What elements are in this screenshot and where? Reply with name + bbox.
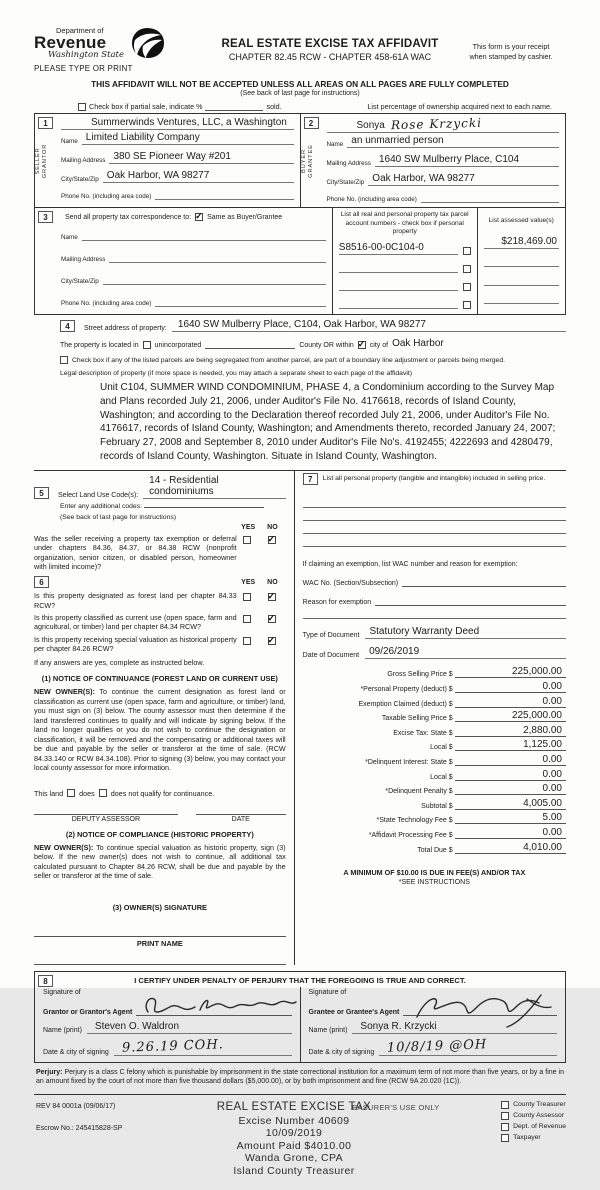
s5-no-checkbox [268, 536, 276, 544]
certify-statement: I CERTIFY UNDER PENALTY OF PERJURY THAT THE FOREGOING IS TRUE AND CORRECT. [134, 975, 466, 985]
section8-signatures [34, 971, 566, 1063]
excise-tax-state: 2,880.00 [455, 725, 566, 737]
affidavit-processing-fee: 0.00 [455, 827, 566, 839]
same-as-buyer-label: Same as Buyer/Grantee [207, 213, 283, 221]
taxpayer-checkbox [501, 1134, 509, 1142]
segregated-checkbox [60, 356, 68, 364]
q2-yes-checkbox [243, 615, 251, 623]
seller-mailing-value: 380 SE Pioneer Way #201 [109, 151, 293, 164]
seller-mailing-label: Mailing Address [61, 157, 106, 165]
total-due: 4,010.00 [455, 842, 566, 854]
assessed-line-4 [484, 292, 559, 305]
stamp-excise-number: Excise Number 40609 [238, 1114, 350, 1127]
section2-number: 2 [304, 117, 319, 129]
parcel-personal-checkbox-4 [463, 301, 471, 309]
section4-number: 4 [60, 320, 75, 332]
delinquent-interest-state: 0.00 [455, 754, 566, 766]
s3-mailing-value [109, 252, 325, 263]
unincorporated-label: unincorporated [154, 342, 202, 349]
buyer-name-handwritten: Rose Krzycki [390, 116, 482, 133]
seller-citystatezip-value: Oak Harbor, WA 98277 [103, 170, 294, 183]
seller-citystatezip-label: City/State/Zip [61, 176, 99, 184]
section7-column [295, 471, 566, 965]
wac-no-value [402, 577, 566, 587]
parcel-column-header: List all real and personal property tax parcel account numbers - check box if personal property [340, 211, 469, 235]
assessed-value: $218,469.00 [484, 236, 559, 249]
s3-name-value [82, 230, 326, 241]
legal-description-label: Legal description of property (if more space is needed, you may attach a separate sheet to each page of the affidavit) [60, 370, 413, 377]
grantee-signature [403, 996, 557, 1016]
s5-yes-checkbox [243, 536, 251, 544]
buyer-name-label: Name [326, 141, 344, 149]
q2-no-checkbox [268, 615, 276, 623]
owners-signature-line [34, 936, 286, 937]
exemption-claim-label: If claiming an exemption, list WAC number and reason for exemption: [302, 560, 518, 568]
land-use-label: Select Land Use Code(s): [58, 491, 139, 499]
agency-name: Revenue [34, 33, 107, 52]
personal-property-header: List all personal property (tangible and intangible) included in selling price. [322, 475, 546, 483]
section5-question: Was the seller receiving a property tax exemption or deferral under chapters 84.36, 84.37, or 84.38 RCW (nonprofit organization, senior citizen, or disabled person, homeowner with limited income)? [34, 533, 237, 571]
buyer-phone-value [421, 192, 559, 203]
personal-property-line-4 [303, 534, 566, 547]
county-or-label: County OR within [299, 342, 354, 349]
buyer-role-label: BUYER GRANTEE [300, 143, 314, 178]
type-of-document-value: Statutory Warranty Deed [365, 626, 566, 639]
segregated-label: Check box if any of the listed parcels are being segregated from another parcel, are part of a boundary line adjustment or parcels being merged. [72, 356, 505, 364]
buyer-mailing-label: Mailing Address [326, 160, 371, 168]
legal-description-text: Unit C104, SUMMER WIND CONDOMINIUM, PHASE 4, a Condominium according to the Survey Map and Plans recorded July 21, 2006, under Auditor's File No. 4176618, records of Island County, Washington; and according to the Declaration thereof recorded July 21, 2006, under Auditor's File No. 4176617, records of Island County, Washington; and Amendments thereto, recorded January 24, 2007; February 27, 2008 and September 8, 2010 under Auditor's File No's. 4192455; 4222693 and 4280479, records of Island County, Washington. Situate in Island County, Washington. [100, 382, 556, 462]
parcel-line-4 [339, 297, 458, 309]
additional-codes-label: Enter any additional codes: [60, 503, 286, 510]
seller-name-line2: Limited Liability Company [82, 132, 294, 145]
date-of-document-label: Date of Document [302, 651, 360, 659]
parcel-line-3 [339, 279, 458, 291]
see-back-note: (See back of last page for instructions) [60, 513, 176, 521]
personal-property-deduct: 0.00 [455, 681, 566, 693]
dor-logo-block [34, 26, 204, 73]
historic-property-question: Is this property receiving special valuation as historical property per chapter 84.26 RCW? [34, 634, 237, 654]
treasurer-use-only-label: EASURER'S USE ONLY [352, 1102, 440, 1112]
delinquent-penalty: 0.00 [455, 783, 566, 795]
buyer-name-typed: Sonya [356, 120, 385, 132]
escrow-number: Escrow No.: 245415828-SP [36, 1124, 123, 1132]
section5-number: 5 [34, 487, 49, 499]
no-header: NO [267, 523, 278, 531]
land-use-value: 14 - Residential condominiums [143, 475, 286, 499]
grantor-signature-stroke [140, 991, 300, 1021]
page-footer [34, 1094, 566, 1190]
warning-subnote: (See back of last page for instructions) [240, 90, 360, 98]
personal-property-line-1 [303, 495, 566, 508]
s3-phone-label: Phone No. (including area code) [61, 300, 152, 308]
land-does-checkbox [67, 789, 75, 797]
notice1-body: NEW OWNER(S): To continue the current designation as forest land or classification as current use (open space, farm and agriculture, or timber) land, you must sign on (3) below. The county assessor must then determine if the land transferred continues to qualify and will indicate by signing below. If the land no longer qualifies or you do not wish to continue the designation or classification, it will be removed and the compensating or additional taxes will be due and payable by the seller or transferor at the time of sale. (RCW 84.33.140 or RCW 84.34.108). Prior to signing (3) below, you may contact your local county assessor for more information. [34, 687, 286, 773]
personal-property-line-3 [303, 521, 566, 534]
section7-number: 7 [303, 473, 318, 485]
assessed-column-header: List assessed value(s) [488, 217, 554, 225]
county-assessor-checkbox [501, 1112, 509, 1120]
grantee-date-city-label: Date & city of signing [308, 1048, 375, 1056]
date-of-document-value: 09/26/2019 [365, 646, 566, 659]
assessor-date-line: DATE [196, 814, 286, 823]
notice2-body: NEW OWNER(S): To continue special valuation as historic property, sign (3) below. If the new owner(s) does not wish to continue, all additional tax calculated pursuant to Chapter 84.26 RCW, shall be due and payable by the seller or transferor at the time of sale. [34, 842, 286, 881]
warning-banner: THIS AFFIDAVIT WILL NOT BE ACCEPTED UNLESS ALL AREAS ON ALL PAGES ARE FULLY COMPLETED [91, 79, 509, 90]
seller-name-line1: Summerwinds Ventures, LLC, a Washington [91, 117, 287, 129]
q3-no-checkbox [268, 637, 276, 645]
receipt-note: This form is your receipt when stamped by cashier. [469, 42, 553, 61]
parcel-personal-checkbox-1 [463, 247, 471, 255]
buyer-citystatezip-value: Oak Harbor, WA 98277 [368, 173, 559, 186]
city-of-label: city of [369, 342, 389, 349]
stamp-cashier-name: Wanda Grone, CPA [244, 1152, 344, 1165]
seller-role-label: SELLER GRANTOR [35, 143, 48, 179]
buyer-name-line2: an unmarried person [347, 135, 559, 148]
section3-tax-correspondence [34, 208, 566, 315]
s3-name-label: Name [61, 234, 78, 242]
partial-sale-checkbox [78, 103, 86, 111]
s3-phone-value [155, 296, 325, 307]
excise-tax-local: 1,125.00 [455, 739, 566, 751]
page-title: REAL ESTATE EXCISE TAX AFFIDAVIT [221, 38, 439, 50]
seller-phone-label: Phone No. (including area code) [61, 193, 152, 201]
yes-header: YES [241, 523, 256, 531]
grantor-signature [136, 996, 291, 1016]
grantor-signature-block [35, 987, 300, 1062]
dor-swirl-icon [127, 26, 167, 60]
print-name-line [34, 964, 286, 965]
parcel-personal-checkbox-2 [463, 265, 471, 273]
stamp-amount-paid: Amount Paid $4010.00 [236, 1139, 352, 1152]
fee-table: Gross Selling Price $ 225,000.00 *Personal Property (deduct) $ 0.00 Exemption Claimed (deduct) $ 0.00 Taxable Selling Price $ 225,000.00 Excise Tax: State $ 2,880.00 Local $ 1,125.00 *Delinquent Interest: State $ 0.00 Local $ 0.00 *Delinquent Penalty $ 0.00 Subtotal $ 4,005.00 *State Technology Fee $ 5.00 *Affidavit Processing Fee $ 0.00 Total Due $ 4,010.00 [303, 664, 566, 854]
section6-number: 6 [34, 576, 49, 588]
please-type-label: PLEASE TYPE OR PRINT [34, 64, 133, 74]
s3-mailing-label: Mailing Address [61, 256, 106, 264]
state-label: Washington State [48, 50, 124, 61]
buyer-mailing-value: 1640 SW Mulberry Place, C104 [375, 154, 559, 167]
reason-line-2 [303, 606, 566, 619]
reason-exemption-value [375, 596, 566, 606]
q1-no-checkbox [268, 593, 276, 601]
county-treasurer-checkbox [501, 1101, 509, 1109]
see-instructions-note: *SEE INSTRUCTIONS [398, 878, 470, 886]
dept-of-revenue-checkbox [501, 1123, 509, 1131]
perjury-statement: Perjury: Perjury is a class C felony which is punishable by imprisonment in the state correctional institution for a maximum term of not more than five years, or by a fine in an amount fixed by the court of not more than five thousand dollars ($5,000.00), or by both imprisonment and fine (RCW 9A 20.020 (1C)). [36, 1068, 564, 1086]
grantor-sig-label1: Signature of [43, 988, 81, 996]
buyer-citystatezip-label: City/State/Zip [326, 179, 365, 187]
delinquent-interest-local: 0.00 [455, 769, 566, 781]
notice1-title: (1) NOTICE OF CONTINUANCE (FOREST LAND OR CURRENT USE) [41, 674, 278, 684]
grantee-sig-label1: Signature of [308, 988, 347, 996]
if-yes-note: If any answers are yes, complete as instructed below. [34, 658, 205, 668]
grantor-name-print-value: Steven O. Waldron [87, 1021, 292, 1034]
partial-sale-row [34, 102, 566, 113]
q3-yes-checkbox [243, 637, 251, 645]
print-name-label: PRINT NAME [136, 938, 183, 948]
street-address-label: Street address of property: [84, 325, 167, 332]
wac-no-label: WAC No. (Section/Subsection) [302, 579, 399, 587]
stamp-date: 10/09/2019 [265, 1127, 323, 1140]
owners-signature-label: (3) OWNER(S) SIGNATURE [112, 902, 207, 912]
stamp-treasurer-title: Island County Treasurer [233, 1164, 355, 1177]
grantee-name-print-label: Name (print) [308, 1026, 348, 1034]
dept-of-label: Department of [56, 26, 104, 35]
state-technology-fee: 5.00 [455, 812, 566, 824]
stamp-title: REAL ESTATE EXCISE TAX [216, 1100, 372, 1113]
section3-number: 3 [38, 211, 53, 223]
grantee-date-city-value: 10/8/19 @OH [387, 1037, 488, 1056]
grantor-name-print-label: Name (print) [43, 1026, 82, 1034]
city-of-value: Oak Harbor [392, 338, 444, 349]
grantor-date-city-label: Date & city of signing [43, 1048, 109, 1056]
assessed-line-2 [484, 255, 559, 268]
correspondence-label: Send all property tax correspondence to: [65, 213, 192, 221]
county-blank-line [205, 348, 295, 349]
parcel-line-2 [339, 261, 458, 273]
personal-property-line-2 [303, 508, 566, 521]
deputy-assessor-line: DEPUTY ASSESSOR [34, 814, 178, 823]
buyer-phone-label: Phone No. (including area code) [326, 196, 417, 204]
same-as-buyer-checkbox [195, 213, 203, 221]
reason-exemption-label: Reason for exemption [302, 598, 372, 606]
current-use-question: Is this property classified as current use (open space, farm and agricultural, or timber) land per chapter 84.34 RCW? [34, 612, 237, 632]
assessed-line-3 [484, 273, 559, 286]
minimum-fee-note: A MINIMUM OF $10.00 IS DUE IN FEE(S) AND/OR TAX [343, 867, 526, 877]
section4-property [34, 319, 566, 464]
page-subtitle: CHAPTER 82.45 RCW - CHAPTER 458-61A WAC [228, 52, 432, 62]
grantee-sig-label2: Grantee or Grantee's Agent [308, 1008, 400, 1016]
seller-phone-value [155, 189, 293, 200]
forest-land-question: Is this property designated as forest land per chapter 84.33 RCW? [34, 591, 237, 610]
grantor-date-city-value: 9.26.19 COH. [121, 1037, 224, 1056]
parcel-personal-checkbox-3 [463, 283, 471, 291]
subtotal: 4,005.00 [455, 798, 566, 810]
parties-section [34, 113, 566, 208]
city-of-checkbox [358, 341, 366, 349]
partial-sale-label: Check box if partial sale, indicate % [89, 102, 203, 112]
page-header [34, 26, 566, 73]
notice2-title: (2) NOTICE OF COMPLIANCE (HISTORIC PROPERTY) [65, 829, 254, 839]
grantee-signature-stroke [407, 993, 557, 1027]
qualify-row: This land does does not qualify for continuance. [34, 788, 215, 798]
additional-codes-line [144, 507, 264, 508]
s3-citystatezip-value [103, 274, 326, 285]
section8-number: 8 [38, 975, 53, 987]
treasurer-stamp [164, 1101, 424, 1178]
gross-selling-price: 225,000.00 [455, 666, 566, 678]
form-revision-number: REV 84 0001a (09/06/17) [36, 1102, 116, 1110]
exemption-claimed-deduct: 0.00 [455, 696, 566, 708]
seller-box [35, 114, 300, 207]
grantor-sig-label2: Grantor or Grantor's Agent [43, 1008, 133, 1016]
land-does-not-checkbox [99, 789, 107, 797]
percent-line [205, 110, 263, 111]
q1-yes-checkbox [243, 593, 251, 601]
type-of-document-label: Type of Document [302, 631, 360, 639]
unincorporated-checkbox [143, 341, 151, 349]
section1-number: 1 [38, 117, 53, 129]
section5-6-column: 5 Select Land Use Code(s): 14 - Residential condominiums Enter any additional codes: (See back of last page for instructions) YES NO Was the seller receiving a property tax exemption or deferral under chapters 84.36, 84.37, or 84.38 RCW (nonprofit organization, senior citizen, or disabled person, homeowner with limited income)? ✓ 6 YES NO Is this property designated as forest land per chapter 84.33 RCW? ✓ Is this property classified as current use (open space, farm and agricultural, or timber) land per chapter 84.34 RCW? ✓ Is this property receiving special valuation as historical property per chapter 84.26 RCW? ✓ If any answers are yes, complete as instructed below. (1) NOTICE OF CONTINUANCE (FOREST LAND OR CURRENT USE) NEW OWNER(S): To continue the current designation as forest land or classification as current use (open space, farm and agriculture, or timber) land, you must sign on (3) below. The county assessor must then determine if the land transferred continues to qualify and will indicate by signing below. If the land no longer qualifies or you do not wish to continue the designation or classification, it will be removed and the compensating or additional taxes will be due and payable by the seller or transferor at the time of sale. (RCW 84.33.140 or RCW 84.34.108). Prior to signing (3) below, you may contact your local county assessor for more information. This land does does not qualify for continuance. DEPUTY ASSESSOR DATE (2) NOTICE OF COMPLIANCE (HISTORIC PROPERTY) NEW OWNER(S): To continue special valuation as historic property, sign (3) below. If the new owner(s) does not wish to continue, all additional tax calculated pursuant to Chapter 84.26 RCW, shall be due and payable by the seller or transferor at the time of sale. (3) OWNER(S) SIGNATURE PRINT NAME [34, 471, 295, 965]
ownership-note: List percentage of ownership acquired next to each name. [367, 102, 552, 112]
street-address-value: 1640 SW Mulberry Place, C104, Oak Harbor, WA 98277 [172, 319, 566, 332]
distribution-checkboxes: County Treasurer County Assessor Dept. of Revenue Taxpayer [501, 1101, 566, 1145]
taxable-selling-price: 225,000.00 [455, 710, 566, 722]
seller-name-label: Name [61, 138, 78, 146]
parcel-number: S8516-00-0C104-0 [339, 242, 458, 255]
s3-citystatezip-label: City/State/Zip [61, 278, 99, 286]
located-pre-label: The property is located in [60, 342, 139, 349]
grantee-signature-block [300, 987, 566, 1062]
sold-label: sold. [266, 102, 282, 112]
buyer-box [300, 114, 566, 207]
grantee-name-print-value: Sonya R. Krzycki [352, 1021, 557, 1034]
